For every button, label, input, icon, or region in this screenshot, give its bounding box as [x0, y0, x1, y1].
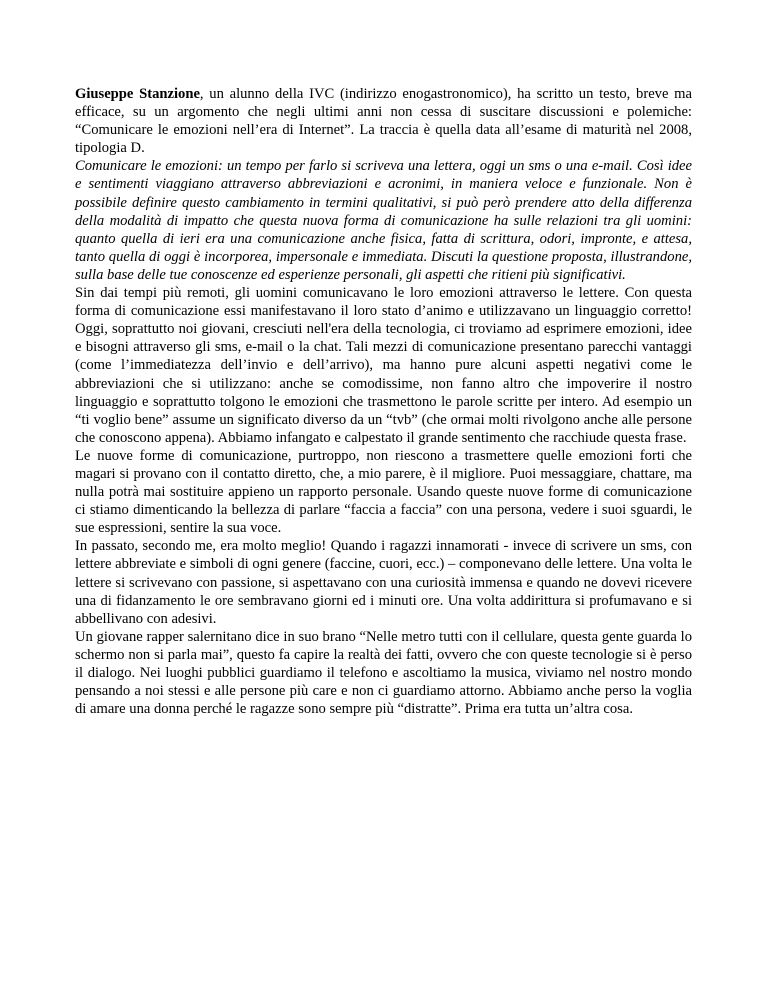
essay-paragraph-3: In passato, secondo me, era molto meglio! Quando i ragazzi innamorati - invece di scrivere un sms, con lettere abbreviate e simboli di ogni genere (faccine, cuori, ecc.) – componevano delle lettere. Una volta le lettere si scrivevano con passione, si aspettavano con una curiosità immensa e quando ne dovevi ricevere una di fidanzamento le ore sembravano giorni ed i minuti ore. Una volta addirittura si profumavano e si abbellivano con adesivi. [75, 538, 692, 627]
intro-text: , un alunno della IVC (indirizzo enogastronomico), ha scritto un testo, breve ma efficace, su un argomento che negli ultimi anni non cessa di suscitare discussioni e polemiche: “Comunicare le emozioni nell’era di Internet”. La traccia è quella data all’esame di maturità nel 2008, tipologia D. [75, 86, 692, 157]
document-body [75, 85, 692, 718]
essay-paragraph-4: Un giovane rapper salernitano dice in suo brano “Nelle metro tutti con il cellulare, questa gente guarda lo schermo non si parla mai”, questo fa capire la realtà dei fatti, ovvero che con queste tecnologie si è perso il dialogo. Nei luoghi pubblici guardiamo il telefono e ascoltiamo la musica, viviamo nel nostro mondo pensando a noi stessi e alle persone più care e non ci guardiamo attorno. Abbiamo anche perso la voglia di amare una donna perché le ragazze sono sempre più “distratte”. Prima era tutta un’altra cosa. [75, 628, 692, 718]
essay-paragraph-1: Sin dai tempi più remoti, gli uomini comunicavano le loro emozioni attraverso le lettere. Con questa forma di comunicazione essi manifestavano il loro stato d’animo e utilizzavano un linguaggio corretto! Oggi, soprattutto noi giovani, cresciuti nell'era della tecnologia, ci troviamo ad esprimere emozioni, idee e bisogni attraverso gli sms, e-mail o la chat. Tali mezzi di comunicazione presentano parecchi vantaggi (come l’immediatezza dell’invio e dell’arrivo), ma hanno pure alcuni aspetti negativi come le abbreviazioni che si utilizzano: anche se comodissime, non fanno altro che impoverire il nostro linguaggio e soprattutto tolgono le emozioni che trasmettono le parole scritte per intero. Ad esempio un “ti voglio bene” assume un significato diverso da un “tvb” (che ormai molti rivolgono anche alle persone che conoscono appena). Abbiamo infangato e calpestato il grande sentimento che racchiude questa frase. [75, 285, 692, 446]
intro-paragraph [75, 85, 692, 157]
author-name: Giuseppe Stanzione [75, 86, 200, 102]
essay-paragraph-2: Le nuove forme di comunicazione, purtroppo, non riescono a trasmettere quelle emozioni forti che magari si provano con il contatto diretto, che, a mio parere, è il migliore. Puoi messaggiare, chattare, ma nulla potrà mai sostituire appieno un rapporto personale. Usando queste nuove forme di comunicazione ci stiamo dimenticando la bellezza di parlare “faccia a faccia” con una persona, vedere i suoi sguardi, le sue espressioni, sentire la sua voce. [75, 447, 692, 537]
exam-prompt: Comunicare le emozioni: un tempo per farlo si scriveva una lettera, oggi un sms o una e-mail. Così idee e sentimenti viaggiano attraverso abbreviazioni e acronimi, in maniera veloce e funzionale. Non è possibile definire questo cambiamento in termini qualitativi, si può però prendere atto della differenza della modalità di impatto che questa nuova forma di comunicazione ha sulle relazioni tra gli uomini: quanto quella di ieri era una comunicazione anche fisica, fatta di scrittura, odori, impronte, e attesa, tanto quella di oggi è incorporea, impersonale e immediata. Discuti la questione proposta, illustrandone, sulla base delle tue conoscenze ed esperienze personali, gli aspetti che ritieni più significativi. [75, 158, 692, 283]
